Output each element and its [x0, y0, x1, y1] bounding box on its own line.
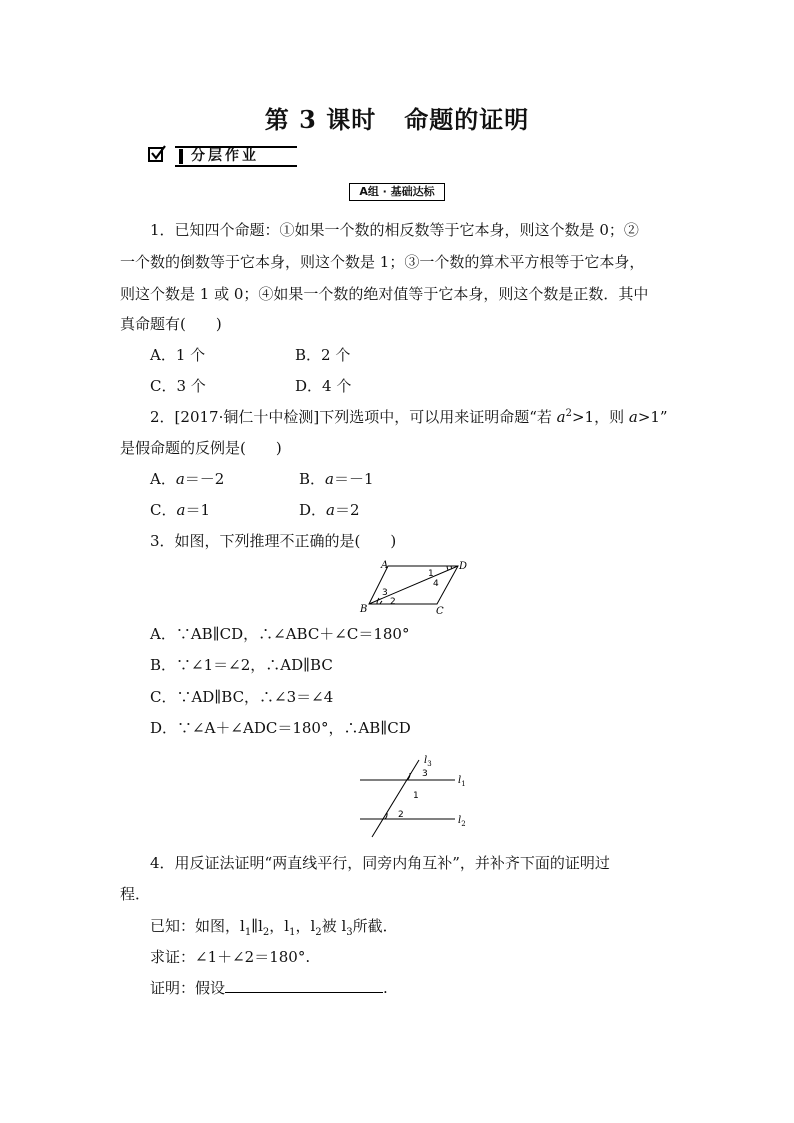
q3-option-b: B．∵∠1＝∠2，∴AD∥BC: [150, 656, 333, 674]
parallelogram-figure: [355, 558, 475, 616]
q4-proof: 证明：假设 .: [150, 979, 388, 997]
q3-option-a: A．∵AB∥CD，∴∠ABC＋∠C＝180°: [150, 625, 410, 643]
angle-2-label: 2: [390, 597, 396, 607]
q1-option-b: B．2 个: [295, 346, 351, 364]
angle-4-label: 4: [433, 579, 439, 589]
q1-option-d: D．4 个: [295, 377, 352, 395]
q2-option-c: C．a＝1: [150, 501, 210, 519]
q4-line2: 程．: [120, 885, 151, 903]
answer-blank[interactable]: [225, 978, 383, 993]
angle-3-label: 3: [422, 769, 428, 779]
q2-option-b: B．a＝－1: [299, 470, 374, 488]
label-l3: $l_3$: [424, 755, 432, 768]
angle-arc-3: [377, 598, 379, 604]
q1-option-c: C．3 个: [150, 377, 206, 395]
q2-line2: 是假命题的反例是( ): [120, 439, 282, 457]
q2-option-d: D．a＝2: [299, 501, 360, 519]
checkbox-icon: [148, 147, 163, 162]
q4-given: 已知：如图，$l_1\parallel l_2$，$l_1$，$l_2$被 $l_3$所截．: [150, 917, 398, 938]
q3-stem: 3．如图，下列推理不正确的是( ): [150, 532, 397, 550]
q2-option-a: A．a＝－2: [150, 470, 225, 488]
q1-line1: 1．已知四个命题：①如果一个数的相反数等于它本身，则这个数是 0；②: [150, 221, 639, 239]
angle-3-label: 3: [382, 588, 388, 598]
q4-prove: 求证：∠1＋∠2＝180°.: [150, 948, 311, 966]
q1-line4: 真命题有( ): [120, 315, 222, 333]
label-a: A: [381, 560, 389, 571]
label-l2: $l_2$: [458, 815, 466, 828]
label-d: D: [459, 561, 468, 572]
q4-line1: 4．用反证法证明“两直线平行，同旁内角互补”，并补齐下面的证明过: [150, 854, 610, 872]
q3-option-c: C．∵AD∥BC，∴∠3＝∠4: [150, 688, 334, 706]
group-label: A组 · 基础达标: [349, 183, 445, 201]
label-b: B: [360, 604, 368, 615]
angle-1-label: 1: [428, 569, 434, 579]
lesson-topic: 命题的证明: [404, 105, 530, 134]
section-label: 分层作业: [191, 148, 259, 164]
q2-line1: 2．[2017·铜仁十中检测]下列选项中，可以用来证明命题“若 $a^2>1$，则 a>1”: [150, 408, 668, 426]
q1-line3: 则这个数是 1 或 0；④如果一个数的绝对值等于它本身，则这个数是正数．其中: [120, 285, 649, 303]
angle-arc-1: [447, 566, 448, 570]
line-l3: [372, 760, 419, 837]
angle-2-label: 2: [398, 810, 404, 820]
q1-line2: 一个数的倒数等于它本身，则这个数是 1；③一个数的算术平方根等于它本身，: [120, 253, 645, 271]
label-l1: $l_1$: [458, 775, 466, 788]
page-title: [0, 100, 794, 135]
section-label-box: [175, 146, 297, 167]
q3-option-d: D．∵∠A＋∠ADC＝180°，∴AB∥CD: [150, 719, 411, 737]
label-c: C: [436, 606, 444, 616]
q1-option-a: A．1 个: [150, 346, 206, 364]
parallel-lines-figure: [355, 752, 475, 840]
diagonal-bd: [369, 566, 458, 604]
angle-1-label: 1: [413, 791, 419, 801]
lesson-number: 第 3 课时: [264, 105, 377, 134]
